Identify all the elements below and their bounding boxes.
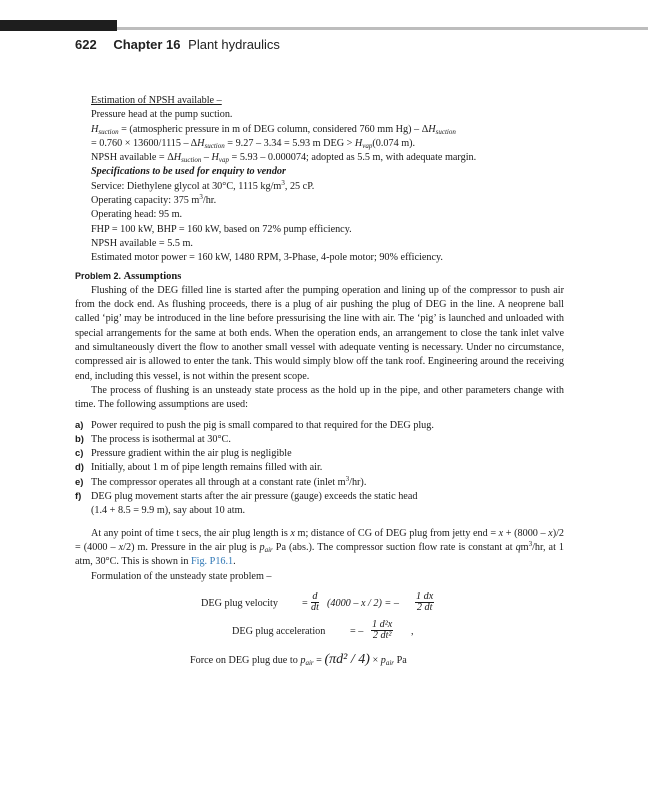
chapter-title: Plant hydraulics: [188, 37, 280, 52]
problem-paragraph-1: Flushing of the DEG filled line is started after the pumping operation and lining up of the compressor to push air from the dock end. As flushing proceeds, there is a plug of air pushing the plug of DEG in the line. A neoprene ball called ‘pig’ may be introduced in the line before pressurising the line with air. The ‘pig’ is launched and unloaded with special arrangements for the same at both ends. When the operation ends, an arrangement to close the tank inlet valve and simultaneously divert the flow to another small vessel with adequate venting is necessary. Under no circumstance, compressed air is allowed to enter the tank. This would simply blow off the tank roof. Engineering around the receiving end, including this vessel, is not within the present scope.: [75, 284, 564, 382]
spec-service: Service: Diethylene glycol at 30°C, 1115 $kg/m^3$, 25 cP.: [91, 178, 315, 192]
list-item: c) Pressure gradient within the air plug is negligible: [75, 448, 292, 460]
spec-power: FHP = 100 kW, BHP = 160 kW, based on 72% pump efficiency.: [91, 223, 352, 235]
formulation-line: Formulation of the unsteady state problem –: [91, 570, 272, 582]
velocity-equation: DEG plug velocity = $\frac{d}{dt}$ (4000 – x / 2) = – $\frac{1 dx}{2 dt}$: [201, 590, 434, 613]
list-item: d) Initially, about 1 m of pipe length remains filled with air.: [75, 462, 323, 474]
spec-npsh: NPSH available = 5.5 m.: [91, 237, 193, 249]
assumptions-list: [75, 419, 564, 519]
npsh-line-4: NPSH available = $\Delta H_{suction} - H_{vap} = 5.93 - 0.000074$; adopted as 5.5 m, with adequate margin.: [91, 152, 477, 165]
acceleration-equation: DEG plug acceleration = – $\frac{\text{1 d²x}}{\text{2 dt²}}$ ,: [232, 618, 414, 641]
specs-heading: Specifications to be used for enquiry to vendor: [91, 166, 286, 178]
npsh-line-3: = $0.760 \times 13600/1115 - \Delta H_{suction} = 9.27 - 3.34 = 5.93$ m DEG > $H_{vap}(0.074$ m).: [91, 137, 416, 150]
npsh-line-1: Pressure head at the pump suction.: [91, 109, 233, 121]
spec-capacity: Operating capacity: 375 $m^3/hr$.: [91, 193, 217, 207]
problem-heading: [75, 269, 564, 284]
problem-label: Problem 2.: [75, 270, 122, 281]
page-number: 622: [75, 37, 97, 52]
list-item: b) The process is isothermal at 30°C.: [75, 433, 231, 445]
problem-paragraph-2: The process of flushing is an unsteady state process as the hold up in the pipe, and other parameters change with time. The following assumptions are used:: [75, 384, 564, 411]
force-equation: Force on DEG plug due to $p_{air} = (\pi d^2 / 4) \times p_{air}$ Pa: [190, 651, 407, 667]
list-item: f) DEG plug movement starts after the air pressure (gauge) exceeds the static head (1.4 + 8.5 = 9.9 m), say about 10 atm.: [75, 491, 418, 517]
spec-motor: Estimated motor power = 160 kW, 1480 RPM, 3-Phase, 4-pole motor; 90% efficiency.: [91, 252, 443, 264]
figure-link[interactable]: Fig. P16.1: [190, 556, 234, 568]
list-item: a) Power required to push the pig is small compared to that required for the DEG plug.: [75, 419, 434, 431]
header-black-bar: [0, 20, 117, 31]
npsh-section: [75, 94, 564, 266]
header-rule: [117, 27, 648, 30]
npsh-heading: Estimation of NPSH available –: [91, 95, 222, 106]
time-paragraph: At any point of time t secs, the air plug length is x m; distance of CG of DEG plug from jetty end = x + (8000 – x)/2 = (4000 – x/2) m. Pressure in the air plug is $p_{air}$ Pa (abs.). The compressor suction flow rate is constant at $qm^3/hr$, at 1 atm, 30°C. This is shown in Fig. P16.1.: [75, 527, 565, 568]
npsh-line-2: $H_{suction}$ = (atmospheric pressure in m of DEG column, considered 760 mm $Hg) - \Delta H_{suction}$: [91, 123, 456, 136]
spec-head: Operating head: 95 m.: [91, 209, 183, 221]
chapter-label: Chapter 16: [113, 37, 181, 52]
list-item: e) The compressor operates all through at a constant rate (inlet $m^3/hr$).: [75, 474, 367, 488]
problem-title: Assumptions: [123, 270, 182, 282]
page-body: [75, 94, 564, 672]
running-header: [75, 37, 280, 52]
